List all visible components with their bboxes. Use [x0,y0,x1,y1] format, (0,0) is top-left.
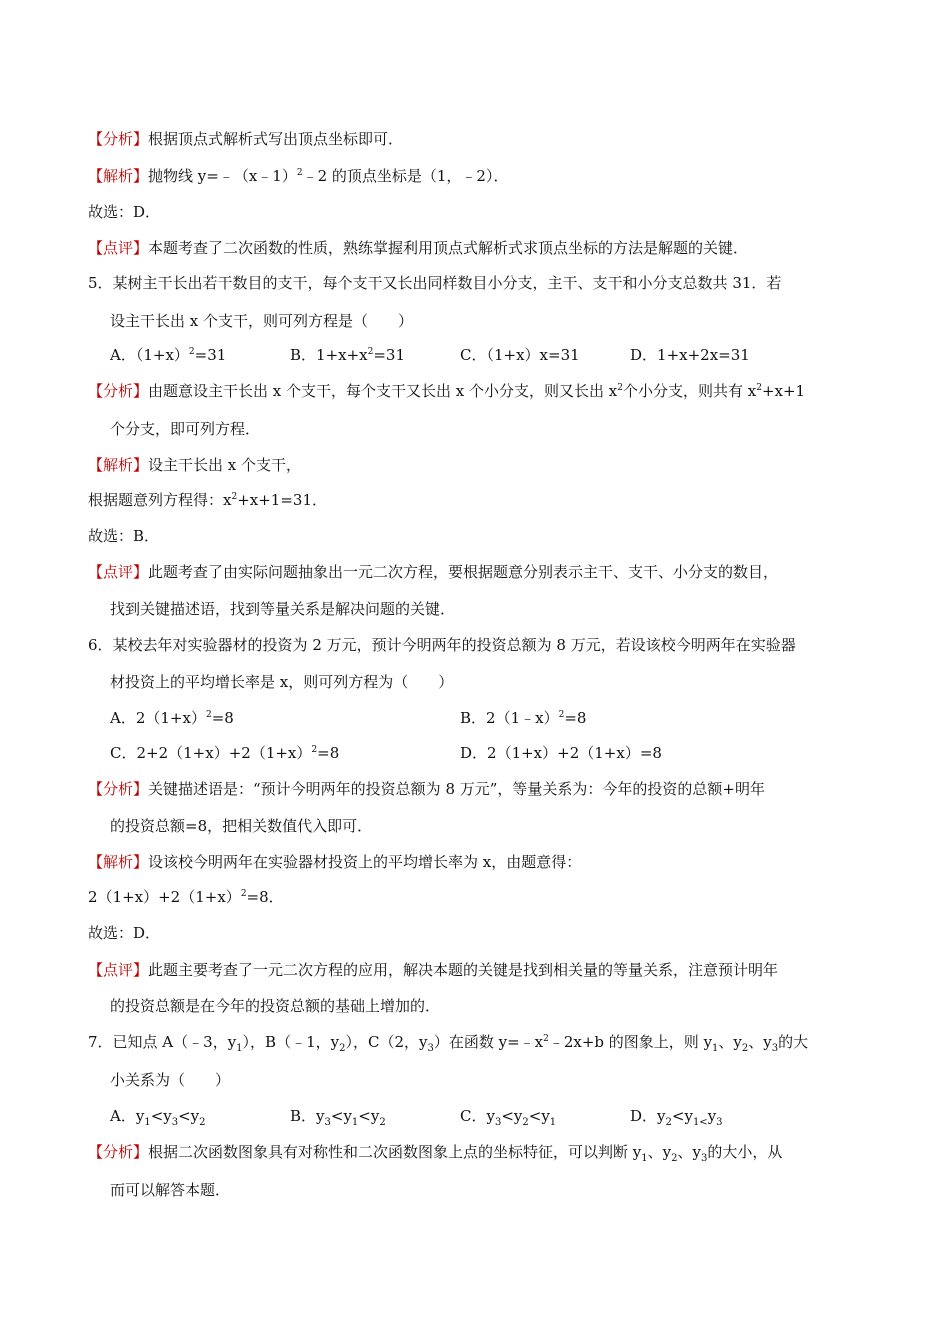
q7-option-c: C．$y_3<y_2<y_1$ [460,1107,557,1128]
q5-stem-line1: 5．某树主干长出若干数目的支干，每个支干又长出同样数目小分支，主干、支干和小分支总数共 31．若 [88,274,782,292]
q6-option-b: B．2（1﹣x）$^2$=8 [460,709,587,727]
q5-stem-line2: 设主干长出 x 个支干，则可列方程是（ ） [110,312,413,330]
q7-option-a: A．$y_1<y_3<y_2$ [110,1107,206,1128]
q5-analysis-line2: 个分支，即可列方程． [110,420,261,438]
q7-analysis-line1: 【分析】根据二次函数图象具有对称性和二次函数图象上点的坐标特征，可以判断 $y_1$、$y_2$、$y_3$的大小，从 [88,1143,783,1164]
q5-option-b: B．$1+x+x^2=31$ [290,346,406,364]
q6-solution-line1: 【解析】设该校今明两年在实验器材投资上的平均增长率为 x，由题意得： [88,853,582,871]
q6-stem-line2: 材投资上的平均增长率是 x，则可列方程为（ ） [110,673,454,691]
q5-solution-line2: 根据题意列方程得：$x^2+x+1=31$． [88,491,327,509]
q6-option-a: A．$2(1+x)^2=8$ [110,709,234,727]
q4-comment: 【点评】本题考查了二次函数的性质，熟练掌握利用顶点式解析式求顶点坐标的方法是解题的关键． [88,239,749,257]
q5-option-a: A．$(1+x)^2=31$ [110,346,227,364]
q6-comment-line2: 的投资总额是在今年的投资总额的基础上增加的． [110,997,441,1015]
q6-stem-line1: 6．某校去年对实验器材的投资为 2 万元，预计今明两年的投资总额为 8 万元，若设该校今明两年在实验器 [88,636,796,654]
q7-option-b: B．$y_3<y_1<y_2$ [290,1107,386,1128]
q7-option-d: D．$y_2<y_{1<}y_3$ [630,1107,723,1128]
q5-analysis-line1: 【分析】由题意设主干长出 x 个支干，每个支干又长出 x 个小分支，则又长出 $x^2$个小分支，则共有 $x^2+x+1$ [88,382,806,400]
q6-analysis-line1: 【分析】关键描述语是：“预计今明两年的投资总额为 8 万元”，等量关系为：今年的投资的总额+明年 [88,780,766,798]
q5-choice: 故选：B． [88,527,160,545]
q6-option-c: C．$2+2(1+x)+2(1+x)^2=8$ [110,744,340,762]
q6-comment-line1: 【点评】此题主要考查了一元二次方程的应用，解决本题的关键是找到相关量的等量关系，注意预计明年 [88,961,779,979]
q6-analysis-line2: 的投资总额=8，把相关数值代入即可． [110,817,373,835]
q5-solution-line1: 【解析】设主干长出 x 个支干， [88,456,302,474]
q7-stem-line2: 小关系为（ ） [110,1071,231,1089]
q4-analysis: 【分析】根据顶点式解析式写出顶点坐标即可． [88,130,404,148]
q4-solution: 【解析】抛物线 y=﹣（x﹣1）$^2$﹣2 的顶点坐标是（1，﹣2）． [88,167,509,185]
q6-solution-line2: $2(1+x)+2(1+x)^2=8$． [88,888,284,906]
q5-option-d: D．1+x+2x=31 [630,346,750,364]
q7-analysis-line2: 而可以解答本题． [110,1181,231,1199]
q5-option-c: C．（1+x）x=31 [460,346,580,364]
q5-comment-line1: 【点评】此题考查了由实际问题抽象出一元二次方程，要根据题意分别表示主干、支干、小分支的数目， [88,563,779,581]
q4-choice: 故选：D． [88,203,161,221]
q7-stem-line1: 7．已知点 A（﹣3，$y_1$），B（﹣1，$y_2$），C（2，$y_3$）在函数 $y=﹣x^2﹣2x+b$ 的图象上，则 $y_1$、$y_2$、$y_3$的大 [88,1033,809,1054]
q5-comment-line2: 找到关键描述语，找到等量关系是解决问题的关键． [110,600,456,618]
q6-choice: 故选：D． [88,924,161,942]
q6-option-d: D．2（1+x）+2（1+x）=8 [460,744,662,762]
